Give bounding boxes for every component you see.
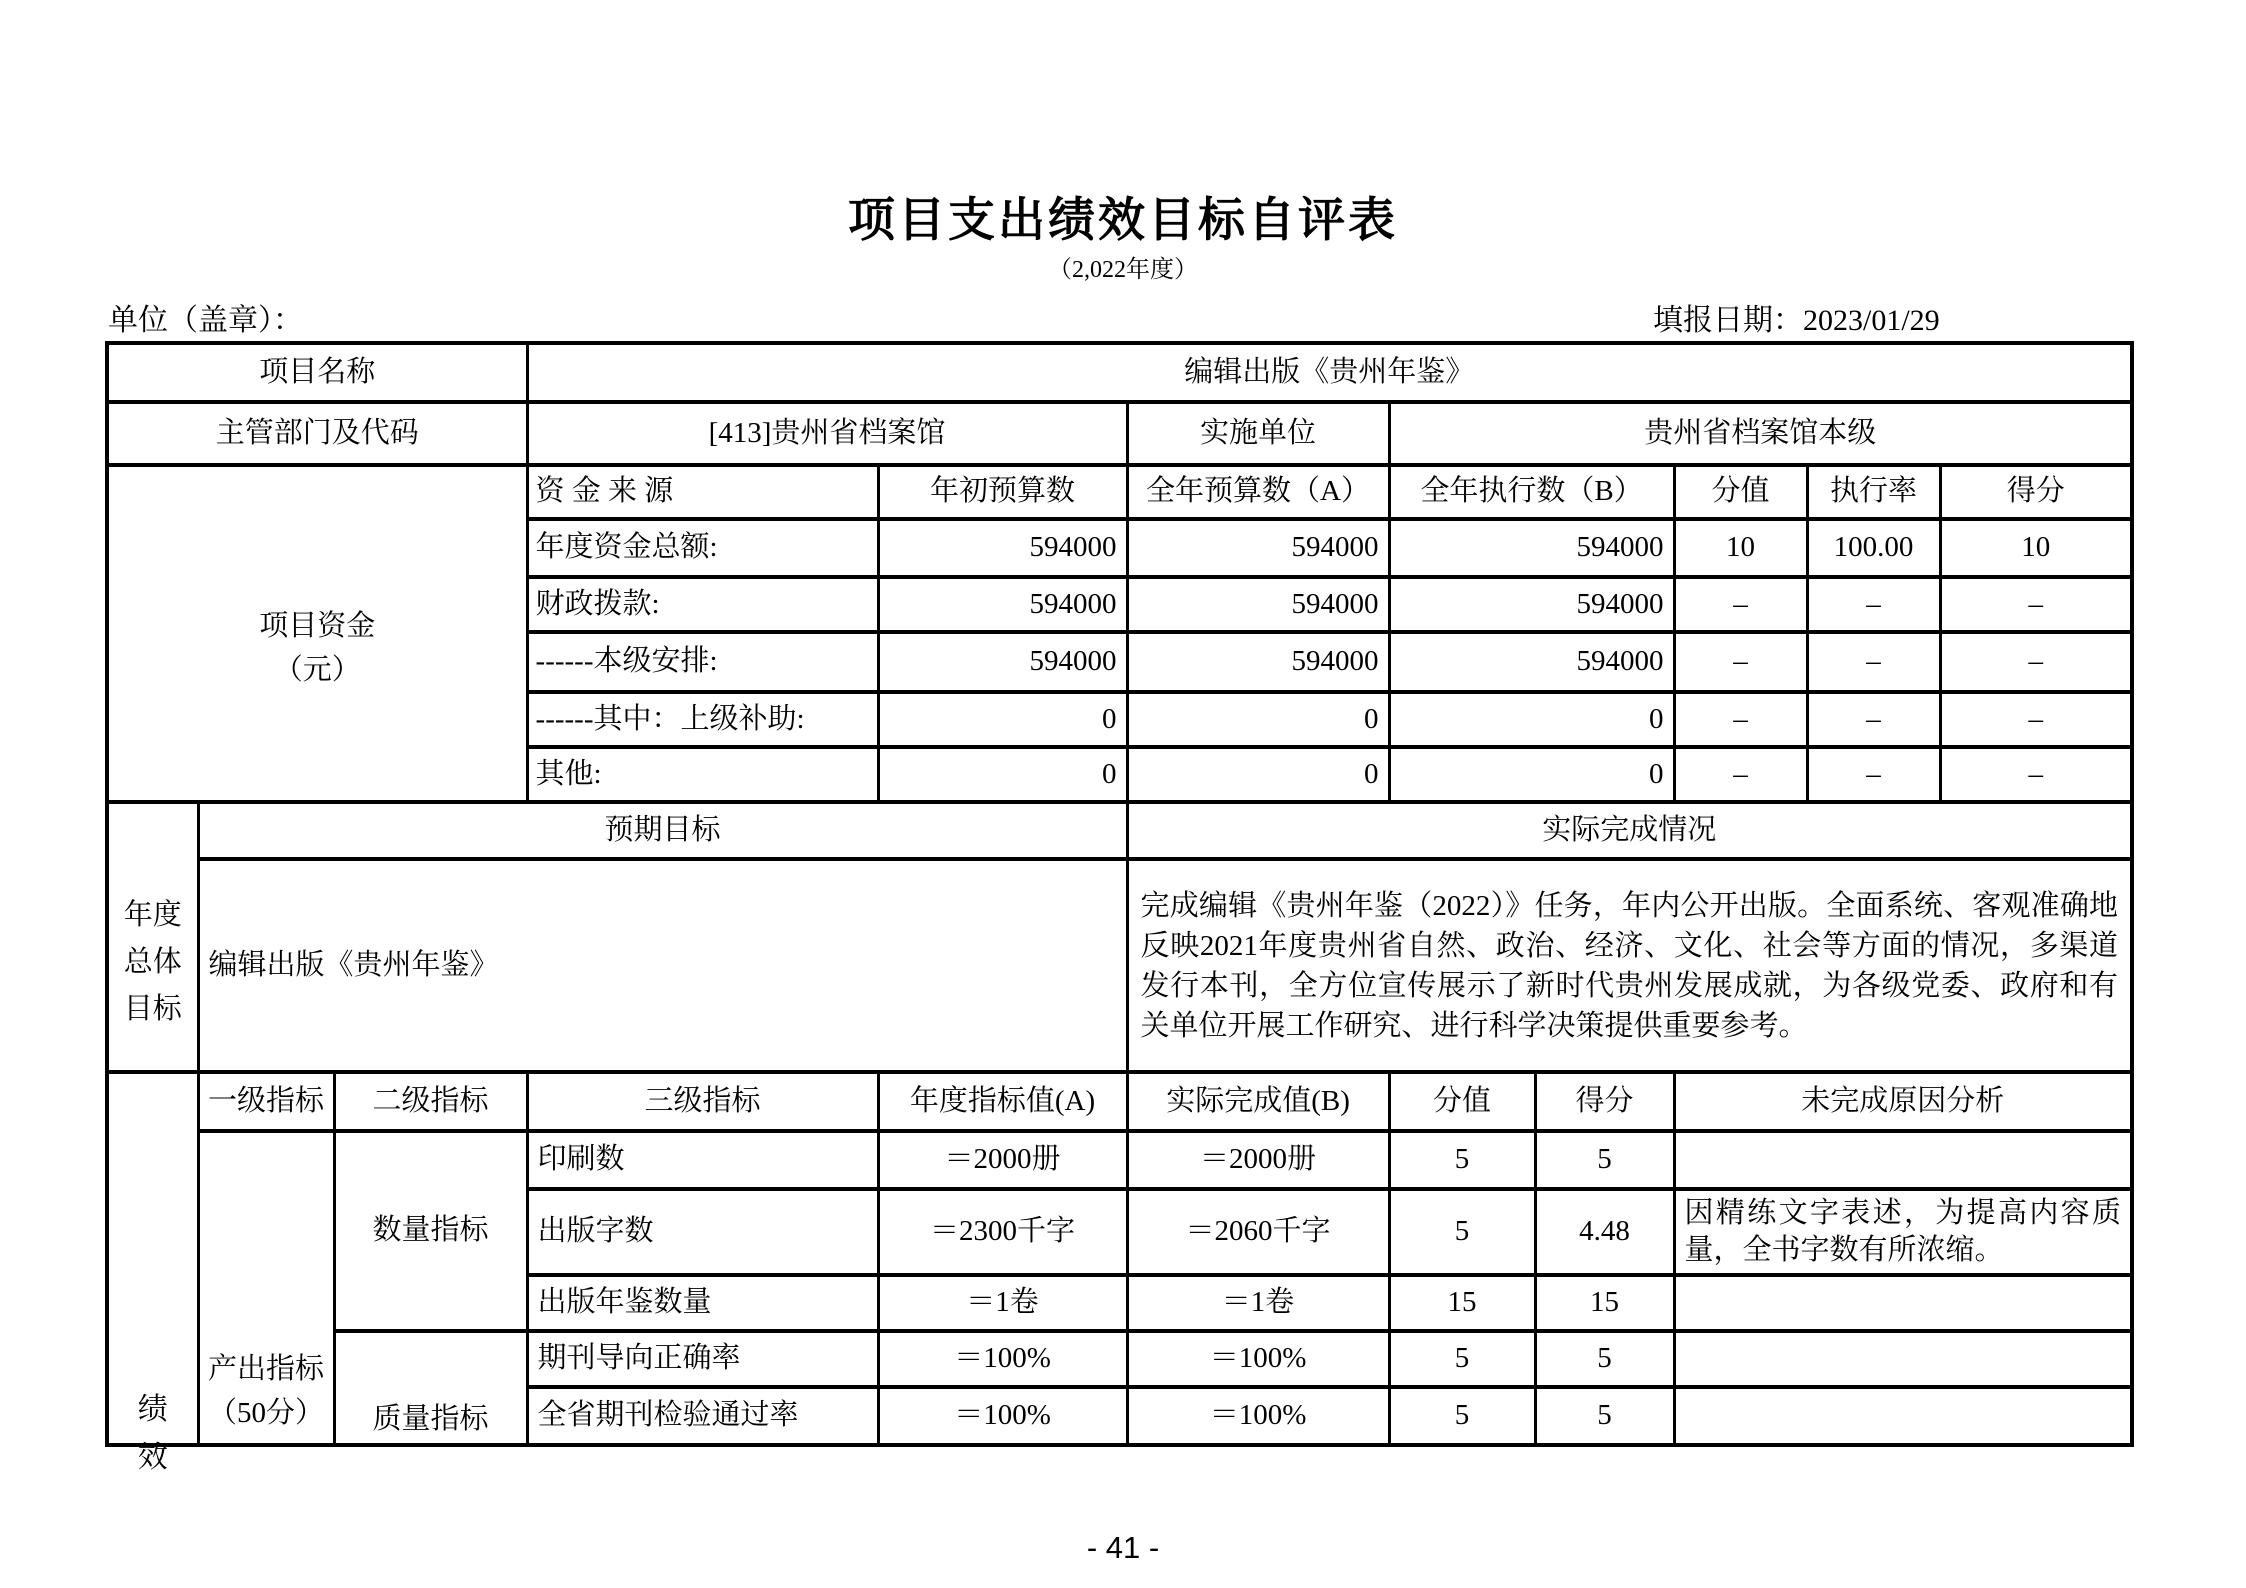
target-value-header-cell: 年度指标值(A) [878,1072,1127,1131]
level2-quantity-cell: 数量指标 [334,1131,527,1331]
annual-goal-side-line: 目标 [123,993,182,1025]
funding-header-exec-rate: 执行率 [1807,465,1940,519]
indicator-name-cell: 出版字数 [527,1189,878,1275]
funding-annual-budget-cell: 594000 [1127,632,1389,692]
dept-label-cell: 主管部门及代码 [107,402,527,465]
unit-stamp-label: 单位（盖章）： [108,304,303,337]
indicator-header-row [107,1072,2132,1131]
indicator-score-weight-cell: 15 [1389,1275,1535,1331]
funding-exec-rate-cell: – [1807,577,1940,632]
funding-label-cell: 其他: [527,747,878,802]
indicator-row [107,1131,2132,1189]
annual-goal-side-label-cell [107,802,198,1072]
project-name-label-cell: 项目名称 [107,343,527,402]
funding-header-score: 得分 [1940,465,2132,519]
funding-score-weight-cell: – [1674,747,1807,802]
funding-header-row [107,465,2132,519]
funding-label-cell: 财政拨款: [527,577,878,632]
funding-header-initial-budget: 年初预算数 [878,465,1127,519]
annual-goal-header-row [107,802,2132,859]
funding-annual-exec-cell: 594000 [1389,577,1674,632]
score-header-cell: 得分 [1535,1072,1674,1131]
funding-annual-exec-cell: 594000 [1389,632,1674,692]
funding-initial-budget-cell: 594000 [878,519,1127,577]
indicator-row [107,1331,2132,1387]
funding-score-weight-cell: – [1674,632,1807,692]
funding-initial-budget-cell: 594000 [878,577,1127,632]
funding-initial-budget-cell: 0 [878,747,1127,802]
impl-unit-value-cell: 贵州省档案馆本级 [1389,402,2132,465]
funding-initial-budget-cell: 0 [878,692,1127,747]
project-name-value-cell: 编辑出版《贵州年鉴》 [527,343,2132,402]
funding-annual-budget-cell: 594000 [1127,519,1389,577]
indicator-target-cell: ＝100% [878,1331,1127,1387]
actual-completion-header-cell: 实际完成情况 [1127,802,2132,859]
performance-self-assessment-table [105,341,2134,1474]
funding-score-weight-cell: – [1674,577,1807,632]
funding-annual-exec-cell: 594000 [1389,519,1674,577]
indicator-score-cell: 5 [1535,1131,1674,1189]
funding-exec-rate-cell: – [1807,692,1940,747]
indicator-target-cell: ＝2300千字 [878,1189,1127,1275]
indicator-reason-cell [1674,1131,2132,1189]
funding-annual-exec-cell: 0 [1389,747,1674,802]
score-weight-header-cell: 分值 [1389,1072,1535,1131]
indicator-target-cell: ＝2000册 [878,1131,1127,1189]
project-name-row [107,343,2132,402]
indicator-actual-cell: ＝1卷 [1127,1275,1389,1331]
level1-score: （50分） [207,1397,324,1429]
department-row [107,402,2132,465]
page-title: 项目支出绩效目标自评表 [848,193,1398,246]
indicator-name-cell: 期刊导向正确率 [527,1331,878,1387]
indicator-score-cell: 5 [1535,1331,1674,1387]
indicator-name-cell: 全省期刊检验通过率 [527,1387,878,1445]
impl-unit-label-cell: 实施单位 [1127,402,1389,465]
funding-score-cell: – [1940,577,2132,632]
report-date: 填报日期：2023/01/29 [1653,304,1940,337]
page-subtitle: （2,022年度） [1048,257,1198,283]
funding-score-cell: – [1940,692,2132,747]
performance-side-label-cell [107,1072,198,1474]
indicator-reason-cell: 因精练文字表述，为提高内容质量，全书字数有所浓缩。 [1674,1189,2132,1275]
funding-exec-rate-cell: – [1807,747,1940,802]
funding-header-source: 资 金 来 源 [527,465,878,519]
funding-score-cell: – [1940,632,2132,692]
indicator-score-weight-cell: 5 [1389,1131,1535,1189]
funding-annual-budget-cell: 0 [1127,692,1389,747]
indicator-score-weight-cell: 5 [1389,1189,1535,1275]
indicator-score-cell: 5 [1535,1387,1674,1445]
indicator-score-cell: 4.48 [1535,1189,1674,1275]
expected-goal-header-cell: 预期目标 [198,802,1127,859]
annual-goal-body-row [107,859,2132,1072]
level2-quality-cell: 质量指标 [334,1331,527,1445]
funding-score-weight-cell: – [1674,692,1807,747]
indicator-target-cell: ＝1卷 [878,1275,1127,1331]
indicator-actual-cell: ＝2060千字 [1127,1189,1389,1275]
level1-name: 产出指标 [207,1353,324,1385]
funding-label-line1: 项目资金 [259,609,376,642]
funding-annual-budget-cell: 0 [1127,747,1389,802]
actual-value-header-cell: 实际完成值(B) [1127,1072,1389,1131]
indicator-score-cell: 15 [1535,1275,1674,1331]
indicator-reason-cell [1674,1275,2132,1331]
page-number: - 41 - [1086,1530,1160,1565]
level1-indicator-cell [198,1131,334,1445]
funding-exec-rate-cell: 100.00 [1807,519,1940,577]
indicator-actual-cell: ＝100% [1127,1331,1389,1387]
funding-score-weight-cell: 10 [1674,519,1807,577]
funding-exec-rate-cell: – [1807,632,1940,692]
indicator-actual-cell: ＝100% [1127,1387,1389,1445]
indicator-score-weight-cell: 5 [1389,1387,1535,1445]
indicator-score-weight-cell: 5 [1389,1331,1535,1387]
level2-header-cell: 二级指标 [334,1072,527,1131]
level1-header-cell: 一级指标 [198,1072,334,1131]
funding-label-line2: （元） [273,653,361,686]
indicator-name-cell: 出版年鉴数量 [527,1275,878,1331]
level3-header-cell: 三级指标 [527,1072,878,1131]
dept-value-cell: [413]贵州省档案馆 [527,402,1127,465]
funding-label-cell: 年度资金总额: [527,519,878,577]
funding-annual-exec-cell: 0 [1389,692,1674,747]
indicator-reason-cell [1674,1331,2132,1387]
funding-initial-budget-cell: 594000 [878,632,1127,692]
funding-score-cell: – [1940,747,2132,802]
indicator-actual-cell: ＝2000册 [1127,1131,1389,1189]
funding-label-cell: ------本级安排: [527,632,878,692]
indicator-target-cell: ＝100% [878,1387,1127,1445]
expected-goal-value-cell: 编辑出版《贵州年鉴》 [198,859,1127,1072]
funding-header-score-weight: 分值 [1674,465,1807,519]
indicator-reason-cell [1674,1387,2132,1445]
annual-goal-side-line: 年度 [123,899,182,931]
funding-annual-budget-cell: 594000 [1127,577,1389,632]
funding-header-annual-exec: 全年执行数（B） [1389,465,1674,519]
annual-goal-side-line: 总体 [123,946,182,978]
funding-score-cell: 10 [1940,519,2132,577]
performance-side-label: 绩 效 [137,1393,168,1474]
actual-completion-value-cell: 完成编辑《贵州年鉴（2022）》任务，年内公开出版。全面系统、客观准确地反映2021年度贵州省自然、政治、经济、文化、社会等方面的情况，多渠道发行本刊，全方位宣传展示了新时代贵州发展成就，为各级党委、政府和有关单位开展工作研究、进行科学决策提供重要参考。 [1127,859,2132,1072]
funding-label-cell: ------其中：上级补助: [527,692,878,747]
funding-section-label-cell [107,465,527,802]
reason-header-cell: 未完成原因分析 [1674,1072,2132,1131]
indicator-name-cell: 印刷数 [527,1131,878,1189]
funding-header-annual-budget: 全年预算数（A） [1127,465,1389,519]
